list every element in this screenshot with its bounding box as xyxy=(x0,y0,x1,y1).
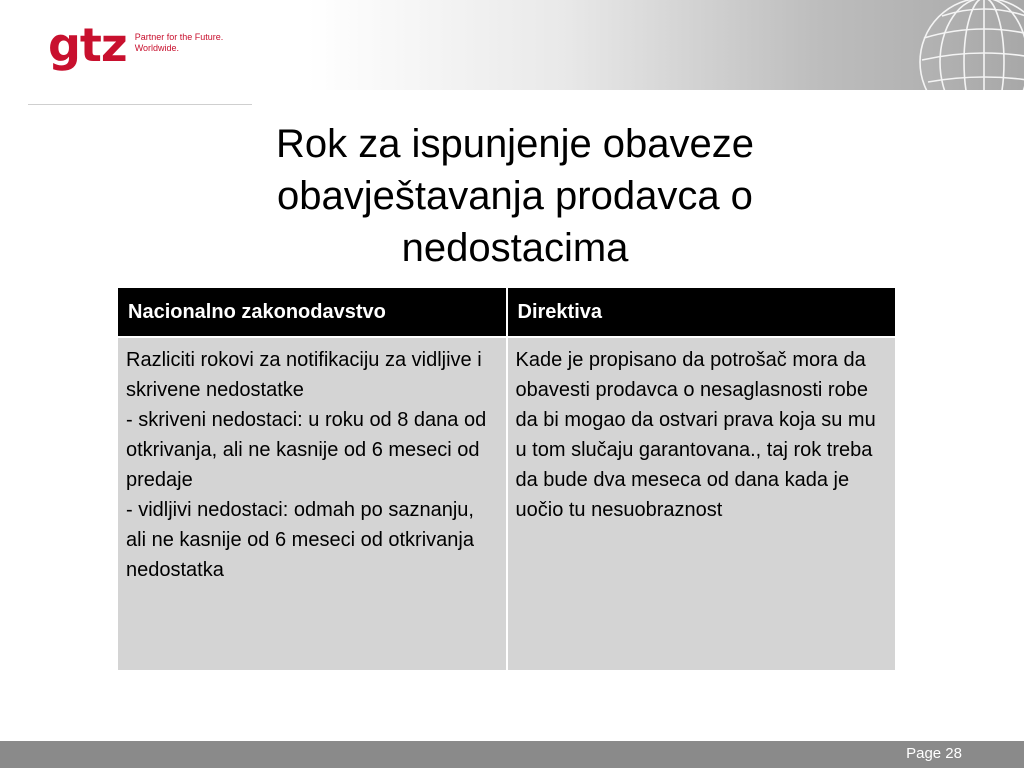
table-header-row xyxy=(117,288,896,337)
page-number: Page 28 xyxy=(906,745,962,762)
tagline-line2: Worldwide. xyxy=(134,43,180,53)
gtz-logo xyxy=(48,20,223,80)
national-law-text: Razliciti rokovi za notifikaciju za vidljive i skrivene nedostatke - skriveni nedostaci: u roku od 8 dana od otkrivanja, ali ne kasnije od 6 meseci od predaje - vidljivi nedostaci: odmah po saznanju, ali ne kasnije od 6 meseci od otkrivanja nedostatka xyxy=(126,349,487,581)
tagline-line1: Partner for the Future. xyxy=(134,32,224,42)
directive-cell xyxy=(507,337,897,671)
logo-mark: gtz xyxy=(48,18,127,72)
title-line-2: obavještavanja prodavca o xyxy=(277,174,753,218)
header-divider xyxy=(28,104,252,105)
header-national-law: Nacionalno zakonodavstvo xyxy=(117,288,507,337)
globe-grid-icon xyxy=(894,0,1024,90)
logo-tagline xyxy=(135,32,224,54)
comparison-table xyxy=(116,288,897,672)
header-directive: Direktiva xyxy=(507,288,897,337)
slide-title xyxy=(200,118,830,274)
title-line-3: nedostacima xyxy=(401,226,629,270)
directive-text: Kade je propisano da potrošač mora da obavesti prodavca o nesaglasnosti robe da bi mogao da ostvari prava koja su mu u tom slučaju garantovana., taj rok treba da bude dva meseca od dana kada je uočio tu nesuobraznost xyxy=(515,349,876,521)
title-line-1: Rok za ispunjenje obaveze xyxy=(275,122,755,166)
footer-bar xyxy=(0,741,1024,768)
national-law-cell xyxy=(117,337,507,671)
table-row xyxy=(117,337,896,671)
